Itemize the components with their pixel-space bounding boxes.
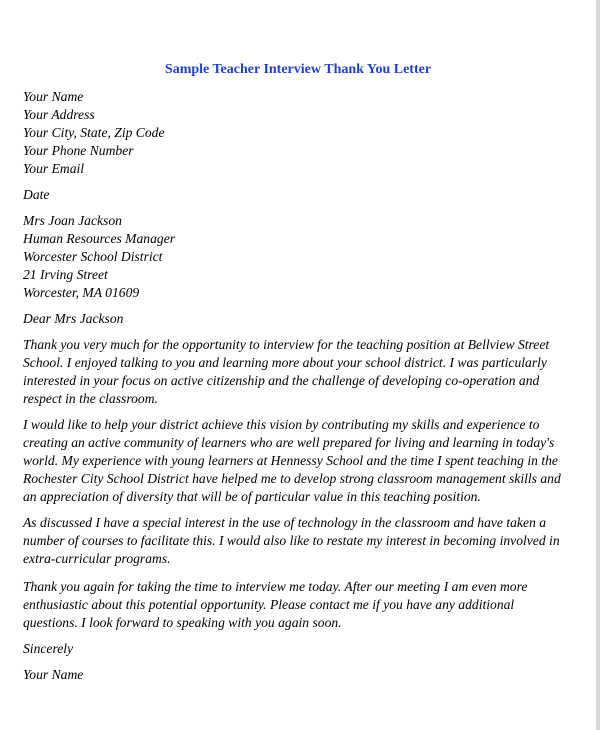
paragraph-2 [23, 416, 578, 506]
sender-street: Your Address [23, 107, 95, 122]
sender-phone: Your Phone Number [23, 143, 134, 158]
paragraph-line: creating an active community of learners who are well prepared for living and learning in today's [23, 435, 555, 450]
paragraph-line: I would like to help your district achieve this vision by contributing my skills and experience to [23, 417, 540, 432]
sender-email: Your Email [23, 161, 85, 176]
paragraph-line: an appreciation of diversity that will be of particular value in this teaching position. [23, 489, 481, 504]
paragraph-line: interested in your focus on active citizenship and the challenge of developing co-operation and [23, 373, 540, 388]
sender-name: Your Name [23, 89, 84, 104]
salutation [23, 310, 578, 328]
paragraph-line: world. My experience with young learners at Hennessy School and the time I spent teaching in the [23, 453, 558, 468]
paragraph-line: respect in the classroom. [23, 391, 158, 406]
recipient-address [23, 212, 578, 302]
paragraph-line: Rochester City School District have helped me to develop strong classroom management skills and [23, 471, 561, 486]
letter-title: Sample Teacher Interview Thank You Letter [164, 62, 432, 77]
paragraph-line: number of courses to facilitate this. I would also like to restate my interest in becoming involved in [23, 533, 560, 548]
page-edge [596, 0, 600, 730]
paragraph-line: School. I enjoyed talking to you and learning more about your school district. I was particularly [23, 355, 547, 370]
paragraph-line: Thank you again for taking the time to interview me today. After our meeting I am even more [23, 579, 528, 594]
paragraph-line: questions. I look forward to speaking with you again soon. [23, 615, 342, 630]
paragraph-line: Thank you very much for the opportunity to interview for the teaching position at Bellview Street [23, 337, 550, 352]
signature-text: Your Name [23, 667, 84, 682]
paragraph-1 [23, 336, 578, 408]
paragraph-3 [23, 514, 578, 568]
salutation-text: Dear Mrs Jackson [23, 311, 124, 326]
closing-text: Sincerely [23, 641, 74, 656]
sender-address [23, 88, 578, 178]
sender-city: Your City, State, Zip Code [23, 125, 165, 140]
signature [23, 666, 578, 684]
closing [23, 640, 578, 658]
recipient-city: Worcester, MA 01609 [23, 285, 140, 300]
paragraph-line: extra-curricular programs. [23, 551, 171, 566]
paragraph-line: As discussed I have a special interest in the use of technology in the classroom and have taken a [23, 515, 546, 530]
letter-date [23, 186, 578, 204]
recipient-street: 21 Irving Street [23, 267, 108, 282]
paragraph-4 [23, 578, 578, 632]
paragraph-line: enthusiastic about this potential opportunity. Please contact me if you have any additional [23, 597, 515, 612]
date-text: Date [23, 187, 50, 202]
recipient-name: Mrs Joan Jackson [23, 213, 122, 228]
recipient-organization: Worcester School District [23, 249, 163, 264]
recipient-title: Human Resources Manager [23, 231, 176, 246]
